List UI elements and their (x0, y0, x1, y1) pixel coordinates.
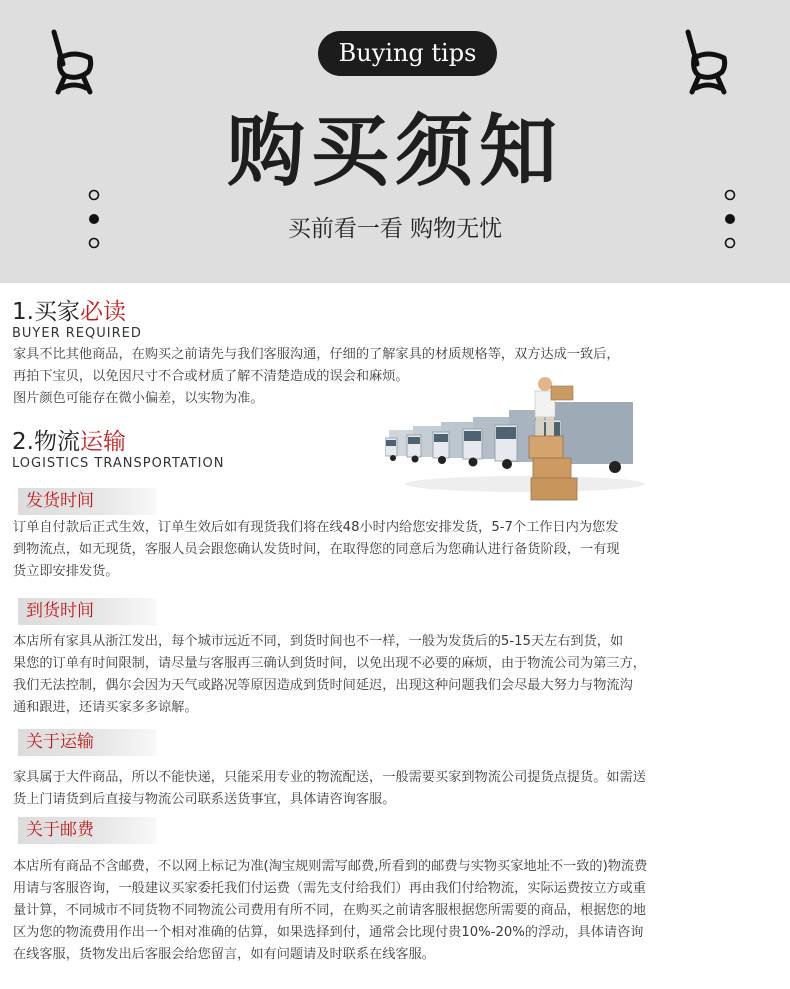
page-title: 购买须知 (226, 106, 563, 197)
postage-text: 本店所有商品不含邮费，不以网上标记为准(淘宝规则需写邮费,所看到的邮费与实物买家地址不一致的)物流费 用请与客服咨询，一般建议买家委托我们付运费（需先支付给我们）再由我们付给物流，实际运费按立方或重 量计算，不同城市不同货物不同物流公司费用有所不同，在购买之前请客服根据您所需要的商品，根据您的地 区为您的物流费用作出一个相对准确的估算，如果选择到付，通常会比现付贵10%-20%的浮动，具体请咨询 在线客服，货物发出后客服会给您留言，如有问题请及时联系在线客服。 (13, 859, 648, 962)
tag-ship-time: 发货时间 (18, 488, 156, 515)
buyer-notice-text: 家具不比其他商品，在购买之前请先与我们客服沟通，仔细的了解家具的材质规格等，双方达成一致后， 再拍下宝贝，以免因尺寸不合或材质了解不清楚造成的误会和麻烦。 图片颜色可能存在微小偏差，以实物为准。 (13, 347, 620, 406)
header-banner (0, 0, 790, 283)
section-title-en: LOGISTICS TRANSPORTATION (12, 456, 225, 471)
tag-arrive-time: 到货时间 (18, 598, 156, 625)
chair-icon (50, 28, 96, 96)
delivery-trucks-illustration (385, 372, 645, 502)
arrive-time-text: 本店所有家具从浙江发出，每个城市远近不同，到货时间也不一样，一般为发货后的5-15天左右到货，如 果您的订单有时间限制，请尽量与客服再三确认到货时间，以免出现不必要的麻烦，由于物流公司为第三方， 我们无法控制，偶尔会因为天气或路况等原因造成到货时间延迟，出现这种问题我们会尽最大努力与物流沟 通和跟进，还请买家多多谅解。 (13, 634, 646, 715)
buying-tips-badge: Buying tips (318, 31, 497, 76)
chair-icon (684, 28, 730, 96)
section-logistics (12, 428, 224, 471)
ship-time-text: 订单自付款后正式生效，订单生效后如有现货我们将在线48小时内给您安排发货，5-7个工作日内为您发 到物流点，如无现货，客服人员会跟您确认发货时间，在取得您的同意后为您确认进行备货阶段，一有现 货立即安排发货。 (13, 520, 620, 579)
section-title: 2.物流运输 (12, 429, 126, 455)
tag-postage: 关于邮费 (18, 817, 156, 844)
tag-transport: 关于运输 (18, 729, 156, 756)
section-title: 1.买家必读 (12, 299, 126, 325)
section-title-en: BUYER REQUIRED (12, 326, 142, 341)
transport-text: 家具属于大件商品，所以不能快递，只能采用专业的物流配送，一般需要买家到物流公司提货点提货。如需送 货上门请货到后直接与物流公司联系送货事宜，具体请咨询客服。 (13, 770, 646, 807)
section-buyer-required (12, 298, 142, 341)
page-subtitle: 买前看一看 购物无忧 (287, 216, 503, 242)
